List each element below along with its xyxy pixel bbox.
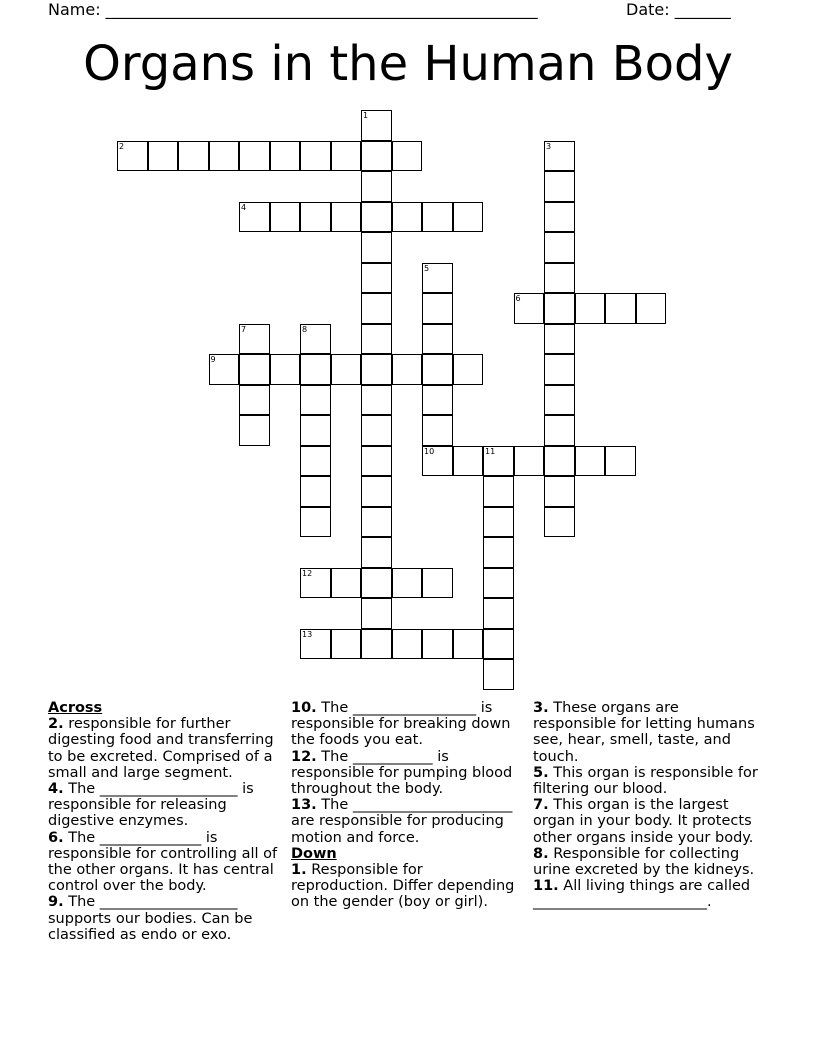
crossword-cell[interactable] <box>239 385 270 416</box>
clue-number: 13. <box>291 797 317 814</box>
crossword-cell[interactable] <box>544 507 575 538</box>
clue-down-7 <box>533 797 765 846</box>
crossword-cell[interactable] <box>392 141 423 172</box>
crossword-cell[interactable] <box>483 598 514 629</box>
crossword-cell[interactable] <box>422 415 453 446</box>
crossword-cell[interactable] <box>392 629 423 660</box>
clue-text: The ______________ is responsible for controlling all of the other organs. It has central control over the body. <box>48 829 278 895</box>
crossword-cell[interactable] <box>300 324 331 355</box>
crossword-cell[interactable] <box>361 446 392 477</box>
crossword-cell[interactable] <box>239 354 270 385</box>
crossword-cell[interactable] <box>544 476 575 507</box>
cell-number: 1 <box>363 111 369 120</box>
clue-number: 1. <box>291 862 307 879</box>
clue-number: 4. <box>48 781 64 798</box>
crossword-cell[interactable] <box>300 141 331 172</box>
cell-number: 7 <box>241 324 247 334</box>
crossword-cell[interactable] <box>361 568 392 599</box>
crossword-cell[interactable] <box>361 141 392 172</box>
clue-across-2 <box>48 716 280 781</box>
crossword-cell[interactable] <box>361 202 392 233</box>
clue-across-12 <box>291 749 523 798</box>
crossword-cell[interactable] <box>605 293 636 324</box>
clue-across-6 <box>48 830 280 895</box>
clue-column-1 <box>48 700 280 943</box>
crossword-cell[interactable] <box>544 415 575 446</box>
crossword-cell[interactable] <box>514 293 545 324</box>
crossword-cell[interactable] <box>300 446 331 477</box>
crossword-cell[interactable] <box>331 354 362 385</box>
crossword-cell[interactable] <box>361 171 392 202</box>
crossword-cell[interactable] <box>483 476 514 507</box>
clue-text: The ___________________ supports our bodies. Can be classified as endo or exo. <box>48 894 253 943</box>
crossword-cell[interactable] <box>331 568 362 599</box>
crossword-cell[interactable] <box>392 568 423 599</box>
clue-down-1 <box>291 862 523 911</box>
clue-number: 5. <box>533 764 549 781</box>
crossword-cell[interactable] <box>148 141 179 172</box>
clue-text: These organs are responsible for letting humans see, hear, smell, taste, and touch. <box>533 700 755 765</box>
clue-across-9 <box>48 894 280 943</box>
clue-across-10 <box>291 700 523 749</box>
crossword-cell[interactable] <box>636 293 667 324</box>
cell-number: 4 <box>241 202 247 212</box>
clue-number: 8. <box>533 845 549 862</box>
crossword-cell[interactable] <box>544 232 575 263</box>
crossword-cell[interactable] <box>178 141 209 172</box>
crossword-cell[interactable] <box>361 385 392 416</box>
clue-number: 7. <box>533 797 549 814</box>
crossword-cell[interactable] <box>270 354 301 385</box>
crossword-cell[interactable] <box>361 476 392 507</box>
cell-number: 11 <box>485 446 496 456</box>
crossword-cell[interactable] <box>422 202 453 233</box>
clue-across-4 <box>48 781 280 830</box>
crossword-cell[interactable] <box>422 629 453 660</box>
crossword-cell[interactable] <box>544 293 575 324</box>
cell-number: 10 <box>424 446 435 456</box>
crossword-cell[interactable] <box>361 629 392 660</box>
crossword-cell[interactable] <box>361 354 392 385</box>
crossword-cell[interactable] <box>483 568 514 599</box>
down-heading: Down <box>291 845 337 862</box>
crossword-cell[interactable] <box>392 354 423 385</box>
crossword-cell[interactable] <box>453 446 484 477</box>
clue-down-5 <box>533 765 765 797</box>
crossword-cell[interactable] <box>453 202 484 233</box>
crossword-cell[interactable] <box>422 385 453 416</box>
crossword-cell[interactable] <box>361 324 392 355</box>
clue-number: 3. <box>533 700 549 716</box>
clue-number: 10. <box>291 700 317 716</box>
crossword-cell[interactable] <box>575 446 606 477</box>
crossword-cell[interactable] <box>209 354 240 385</box>
crossword-cell[interactable] <box>361 232 392 263</box>
crossword-cell[interactable] <box>361 537 392 568</box>
crossword-cell[interactable] <box>361 293 392 324</box>
clue-text: The ___________ is responsible for pumping blood throughout the body. <box>291 748 513 798</box>
cell-number: 3 <box>546 141 552 151</box>
clue-number: 9. <box>48 894 64 911</box>
clue-down-3 <box>533 700 765 765</box>
crossword-cell[interactable] <box>483 629 514 660</box>
clue-text: The ______________________ are responsible for producing motion and force. <box>291 797 513 846</box>
crossword-cell[interactable] <box>209 141 240 172</box>
clue-across-13 <box>291 797 523 846</box>
crossword-cell[interactable] <box>483 507 514 538</box>
cell-number: 6 <box>515 294 521 303</box>
clue-text: This organ is the largest organ in your body. It protects other organs inside your body. <box>533 797 754 846</box>
crossword-cell[interactable] <box>544 324 575 355</box>
crossword-cell[interactable] <box>544 354 575 385</box>
crossword-cell[interactable] <box>361 263 392 294</box>
crossword-cell[interactable] <box>239 141 270 172</box>
crossword-cell[interactable] <box>331 629 362 660</box>
crossword-cell[interactable] <box>300 354 331 385</box>
crossword-cell[interactable] <box>544 171 575 202</box>
crossword-cell[interactable] <box>361 415 392 446</box>
crossword-cell[interactable] <box>331 141 362 172</box>
cell-number: 5 <box>424 263 430 273</box>
clue-number: 12. <box>291 748 317 765</box>
crossword-cell[interactable] <box>544 446 575 477</box>
crossword-cell[interactable] <box>239 324 270 355</box>
crossword-cell[interactable] <box>422 263 453 294</box>
crossword-cell[interactable] <box>361 110 392 141</box>
clue-text: Responsible for collecting urine excreted by the kidneys. <box>533 845 755 879</box>
clue-number: 6. <box>48 829 64 846</box>
clue-text: All living things are called ________________________. <box>533 878 751 911</box>
crossword-cell[interactable] <box>300 507 331 538</box>
crossword-cell[interactable] <box>483 659 514 690</box>
crossword-cell[interactable] <box>544 263 575 294</box>
cell-number: 12 <box>302 568 313 578</box>
clue-text: This organ is responsible for filtering our blood. <box>533 764 758 798</box>
crossword-cell[interactable] <box>239 202 270 233</box>
crossword-cell[interactable] <box>453 629 484 660</box>
crossword-cell[interactable] <box>422 446 453 477</box>
crossword-cell[interactable] <box>544 141 575 172</box>
clue-column-2 <box>291 700 523 911</box>
crossword-cell[interactable] <box>544 385 575 416</box>
crossword-cell[interactable] <box>514 446 545 477</box>
crossword-cell[interactable] <box>483 537 514 568</box>
crossword-cell[interactable] <box>270 141 301 172</box>
clue-text: The _________________ is responsible for breaking down the foods you eat. <box>291 700 511 749</box>
crossword-cell[interactable] <box>300 202 331 233</box>
clue-column-3 <box>533 700 765 911</box>
clue-number: 2. <box>48 716 64 733</box>
crossword-cell[interactable] <box>544 202 575 233</box>
crossword-cell[interactable] <box>239 415 270 446</box>
crossword-cell[interactable] <box>300 385 331 416</box>
cell-number: 13 <box>302 629 313 639</box>
clue-down-11 <box>533 878 765 910</box>
cell-number: 2 <box>119 141 125 151</box>
crossword-cell[interactable] <box>453 354 484 385</box>
date-field[interactable]: Date: _______ <box>626 0 731 19</box>
clue-number: 11. <box>533 878 559 895</box>
crossword-cell[interactable] <box>575 293 606 324</box>
crossword-cell[interactable] <box>361 507 392 538</box>
crossword-cell[interactable] <box>300 568 331 599</box>
across-heading: Across <box>48 700 103 716</box>
crossword-cell[interactable] <box>422 354 453 385</box>
clue-text: Responsible for reproduction. Differ depending on the gender (boy or girl). <box>291 862 515 911</box>
crossword-cell[interactable] <box>300 476 331 507</box>
crossword-cell[interactable] <box>483 446 514 477</box>
crossword-cell[interactable] <box>361 598 392 629</box>
page-title: Organs in the Human Body <box>83 36 733 92</box>
crossword-cell[interactable] <box>422 293 453 324</box>
crossword-cell[interactable] <box>422 324 453 355</box>
cell-number: 8 <box>302 324 308 334</box>
crossword-cell[interactable] <box>422 568 453 599</box>
cell-number: 9 <box>210 355 216 364</box>
crossword-cell[interactable] <box>300 629 331 660</box>
crossword-cell[interactable] <box>117 141 148 172</box>
name-field[interactable]: Name: ______________________________________________________ <box>48 0 538 19</box>
crossword-cell[interactable] <box>331 202 362 233</box>
clue-down-8 <box>533 846 765 878</box>
crossword-cell[interactable] <box>300 415 331 446</box>
crossword-cell[interactable] <box>392 202 423 233</box>
clue-text: The ___________________ is responsible for releasing digestive enzymes. <box>48 781 254 830</box>
clue-text: responsible for further digesting food and transferring to be excreted. Comprised of a small and large segment. <box>48 716 274 781</box>
crossword-cell[interactable] <box>605 446 636 477</box>
crossword-cell[interactable] <box>270 202 301 233</box>
